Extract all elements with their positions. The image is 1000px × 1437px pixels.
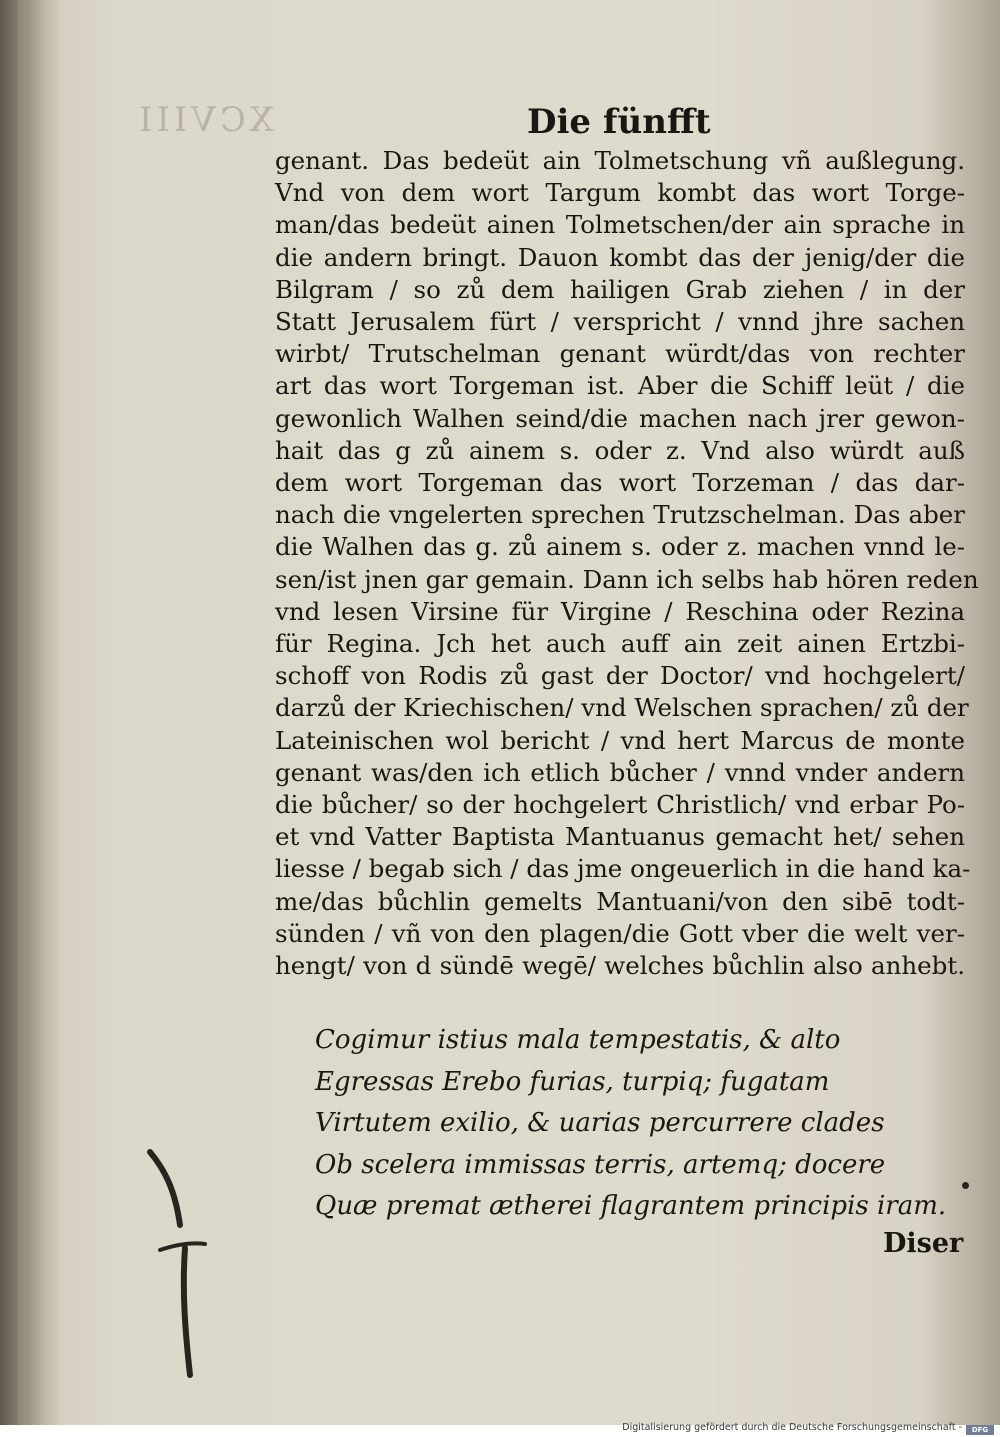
body-text-line: für Regina. Jch het auch auff ain zeit ainen Ertzbi- xyxy=(275,629,965,659)
body-text-line: Vnd von dem wort Targum kombt das wort Torge- xyxy=(275,178,965,208)
body-text-line: nach die vngelerten sprechen Trutzschelman. Das aber xyxy=(275,500,965,530)
body-text-line: schoff von Rodis zů gast der Doctor/ vnd hochgelert/ xyxy=(275,661,965,691)
pen-marks-drawing xyxy=(130,1140,220,1390)
body-text-line: man/das bedeüt ainen Tolmetschen/der ain sprache in xyxy=(275,210,965,240)
verse-line: Virtutem exilio, & uarias percurrere clades xyxy=(315,1108,885,1138)
body-text-line: me/das bůchlin gemelts Mantuani/von den sibē todt- xyxy=(275,886,965,916)
body-text-line: die Walhen das g. zů ainem s. oder z. machen vnnd le- xyxy=(275,532,965,562)
body-text-line: sünden / vñ von den plagen/die Gott vber die welt ver- xyxy=(275,918,965,948)
body-text-line: Bilgram / so zů dem hailigen Grab ziehen / in der xyxy=(275,274,965,304)
body-text-line: art das wort Torgeman ist. Aber die Schiff leüt / die xyxy=(275,371,965,401)
catchword: Diser xyxy=(883,1228,964,1259)
body-text-line: Lateinischen wol bericht / vnd hert Marcus de monte xyxy=(275,725,965,755)
body-text-line: die andern bringt. Dauon kombt das der jenig/der die xyxy=(275,242,965,272)
body-text-line: genant. Das bedeüt ain Tolmetschung vñ außlegung. xyxy=(275,146,965,175)
verse-line: Ob scelera immissas terris, artemq; docere xyxy=(315,1149,886,1180)
digitization-credit: Digitalisierung gefördert durch die Deutsche Forschungsgemeinschaft - xyxy=(622,1422,962,1433)
body-text-block xyxy=(275,145,979,982)
body-text-line: die bůcher/ so der hochgelert Christlich/ vnd erbar Po- xyxy=(275,790,965,820)
body-text-line: liesse / begab sich / das jme ongeuerlich in die hand ka- xyxy=(275,854,971,884)
latin-verse-block xyxy=(315,1020,947,1228)
body-text-line: vnd lesen Virsine für Virgine / Reschina oder Rezina xyxy=(275,596,965,626)
body-text-line: darzů der Kriechischen/ vnd Welschen sprachen/ zů der xyxy=(275,693,969,723)
running-head: Die fünfft xyxy=(527,102,711,142)
verse-line: Quæ premat ætherei flagrantem principis iram. xyxy=(315,1191,947,1221)
body-text-line: et vnd Vatter Baptista Mantuanus gemacht het/ sehen xyxy=(275,822,965,852)
body-text-line: hait das g zů ainem s. oder z. Vnd also würdt auß xyxy=(275,435,965,465)
body-text-line: dem wort Torgeman das wort Torzeman / das dar- xyxy=(275,468,965,498)
body-text-line: hengt/ von d sündē wegē/ welches bůchlin also anhebt. xyxy=(275,951,965,981)
body-text-line: Statt Jerusalem fürt / verspricht / vnnd jhre sachen xyxy=(275,307,965,337)
verse-line: Egressas Erebo furias, turpiq; fugatam xyxy=(315,1066,830,1097)
body-text-line: genant was/den ich etlich bůcher / vnnd vnder andern xyxy=(275,757,965,787)
dfg-logo: DFG xyxy=(966,1425,994,1435)
body-text-line: gewonlich Walhen seind/die machen nach jrer gewon- xyxy=(275,403,965,433)
body-text-line: sen/ist jnen gar gemain. Dann ich selbs hab hören reden xyxy=(275,564,979,594)
body-text-line: wirbt/ Trutschelman genant würdt/das von rechter xyxy=(275,339,965,369)
ink-dot xyxy=(962,1182,969,1189)
verse-line: Cogimur istius mala tempestatis, & alto xyxy=(315,1025,841,1055)
book-gutter-edge xyxy=(0,0,18,1425)
show-through-folio-number: XCVIII xyxy=(135,100,274,140)
